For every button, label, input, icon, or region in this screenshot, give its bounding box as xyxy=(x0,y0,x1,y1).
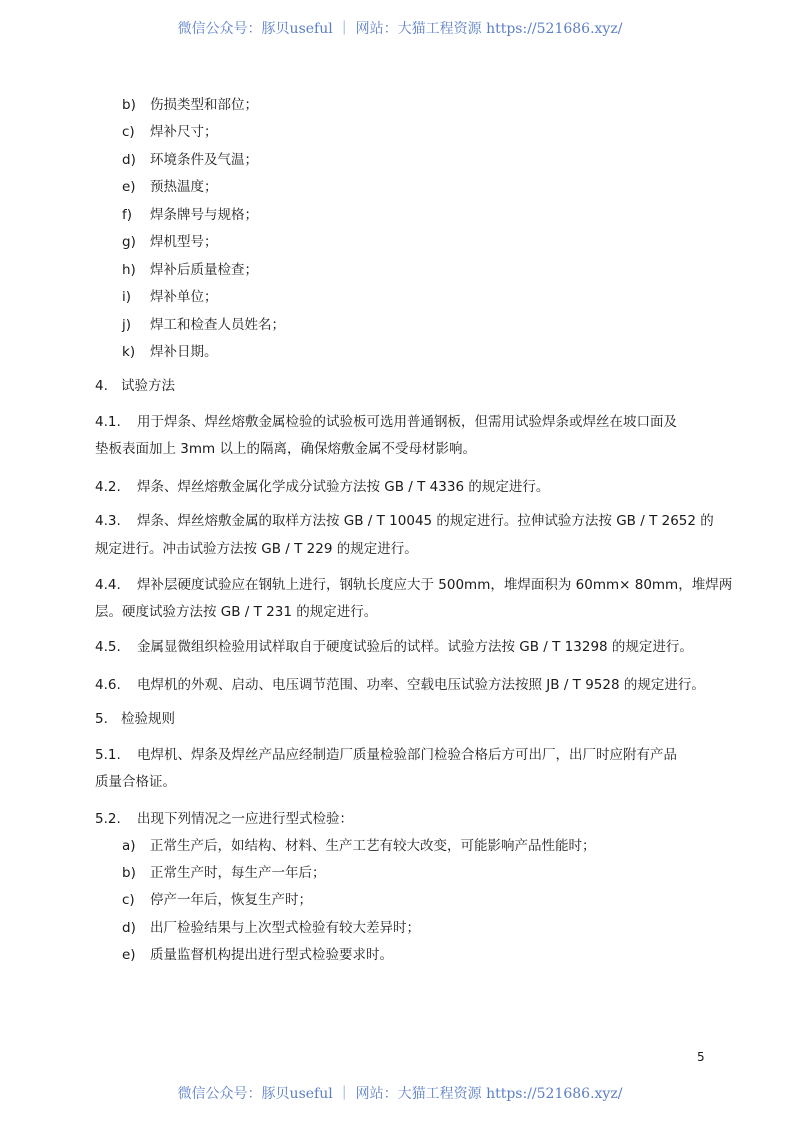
list-item: e) 预热温度； xyxy=(122,179,218,195)
list-item: k) 焊补日期。 xyxy=(122,344,218,360)
footer-watermark: 微信公众号：豚贝useful ｜ 网站：大猫工程资源 https://521686.xyz/ xyxy=(177,1086,623,1102)
paragraph-4-5: 4.5. 金属显微组织检验用试样取自于硬度试验后的试样。试验方法按 GB / T 13298 的规定进行。 xyxy=(95,639,693,655)
paragraph-5-2: 5.2. 出现下列情况之一应进行型式检验： xyxy=(95,811,353,827)
list-item: c) 焊补尺寸； xyxy=(122,124,218,140)
paragraph-4-2: 4.2. 焊条、焊丝熔敷金属化学成分试验方法按 GB / T 4336 的规定进行。 xyxy=(95,479,550,495)
paragraph-4-6: 4.6. 电焊机的外观、启动、电压调节范围、功率、空载电压试验方法按照 JB / T 9528 的规定进行。 xyxy=(95,677,705,693)
paragraph-5-1-cont: 质量合格证。 xyxy=(95,774,176,790)
list-item: f) 焊条牌号与规格； xyxy=(122,207,258,223)
section-heading: 4. 试验方法 xyxy=(95,378,175,394)
paragraph-4-3-cont: 规定进行。冲击试验方法按 GB / T 229 的规定进行。 xyxy=(95,541,418,557)
list-item: d) 环境条件及气温； xyxy=(122,152,258,168)
section-heading: 5. 检验规则 xyxy=(95,711,175,727)
list-item: a) 正常生产后，如结构、材料、生产工艺有较大改变，可能影响产品性能时； xyxy=(122,838,596,854)
header-watermark: 微信公众号：豚贝useful ｜ 网站：大猫工程资源 https://521686.xyz/ xyxy=(177,21,623,37)
paragraph-5-1: 5.1. 电焊机、焊条及焊丝产品应经制造厂质量检验部门检验合格后方可出厂，出厂时应附有产品 xyxy=(95,747,677,763)
list-item: e) 质量监督机构提出进行型式检验要求时。 xyxy=(122,947,393,963)
paragraph-4-1-cont: 垫板表面加上 3mm 以上的隔离，确保熔敷金属不受母材影响。 xyxy=(95,441,476,457)
paragraph-4-3: 4.3. 焊条、焊丝熔敷金属的取样方法按 GB / T 10045 的规定进行。拉伸试验方法按 GB / T 2652 的 xyxy=(95,513,714,529)
paragraph-4-1: 4.1. 用于焊条、焊丝熔敷金属检验的试验板可选用普通钢板，但需用试验焊条或焊丝在坡口面及 xyxy=(95,414,677,430)
paragraph-4-4-cont: 层。硬度试验方法按 GB / T 231 的规定进行。 xyxy=(95,604,378,620)
paragraph-4-4: 4.4. 焊补层硬度试验应在钢轨上进行，钢轨长度应大于 500mm，堆焊面积为 60mm× 80mm，堆焊两 xyxy=(95,577,733,593)
page-number: 5 xyxy=(697,1050,705,1064)
list-item: b) 正常生产时，每生产一年后； xyxy=(122,865,326,881)
list-item: g) 焊机型号； xyxy=(122,234,218,250)
list-item: b) 伤损类型和部位； xyxy=(122,97,258,113)
list-item: c) 停产一年后，恢复生产时； xyxy=(122,892,312,908)
list-item: h) 焊补后质量检查； xyxy=(122,262,258,278)
list-item: j) 焊工和检查人员姓名； xyxy=(122,317,285,333)
list-item: i) 焊补单位； xyxy=(122,289,218,305)
list-item: d) 出厂检验结果与上次型式检验有较大差异时； xyxy=(122,920,420,936)
